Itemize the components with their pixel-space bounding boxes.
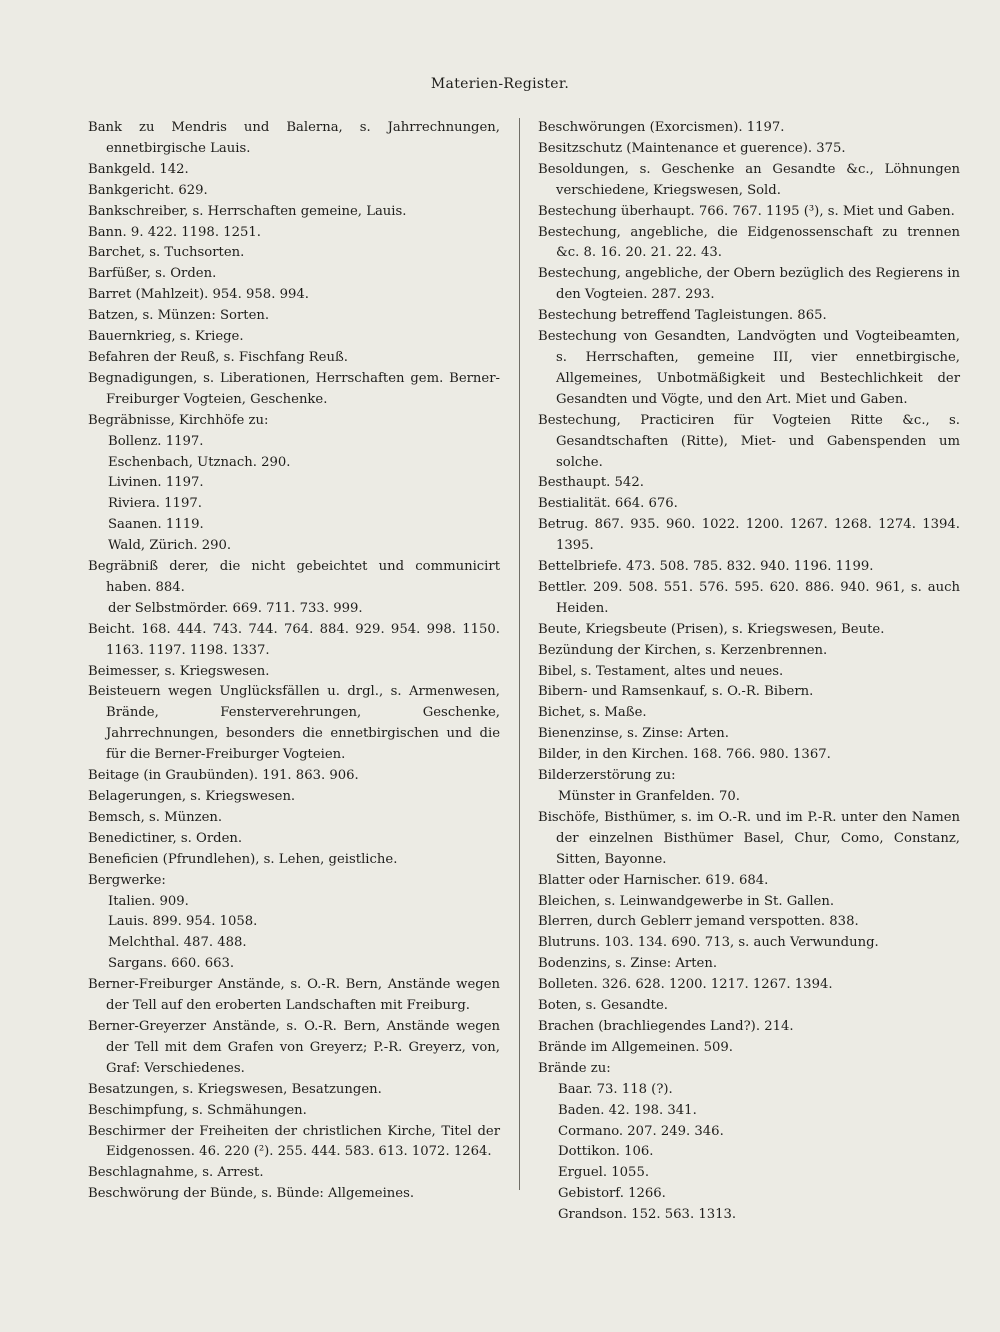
index-entry: Bank zu Mendris und Balerna, s. Jahrrechnungen, ennetbirgische Lauis. [88, 120, 500, 156]
index-entry: Bestechung überhaupt. 766. 767. 1195 (³), s. Miet und Gaben. [538, 203, 955, 219]
index-subentry: Grandson. 152. 563. 1313. [558, 1207, 737, 1223]
index-subentry: Baar. 73. 118 (?). [558, 1081, 673, 1097]
index-entry: Blatter oder Harnischer. 619. 684. [538, 872, 769, 888]
index-entry: Barchet, s. Tuchsorten. [88, 245, 245, 261]
index-entry: Begräbnisse, Kirchhöfe zu: [88, 412, 269, 428]
index-entry: Bibern- und Ramsenkauf, s. O.-R. Bibern. [538, 684, 814, 700]
index-entry: Bleichen, s. Leinwandgewerbe in St. Gallen. [538, 893, 835, 909]
index-subentry: Riviera. 1197. [108, 496, 202, 512]
index-entry: Beimesser, s. Kriegswesen. [88, 663, 270, 679]
index-subentry: Gebistorf. 1266. [558, 1186, 666, 1202]
index-entry: Bestechung, angebliche, die Eidgenossenschaft zu trennen &c. 8. 16. 20. 21. 22. 43. [538, 224, 960, 261]
index-entry: Bichet, s. Maße. [538, 705, 647, 721]
index-entry: Bezündung der Kirchen, s. Kerzenbrennen. [538, 642, 828, 658]
index-entry: Berner-Greyerzer Anstände, s. O.-R. Bern, Anstände wegen der Tell mit dem Grafen von Greyerz; P.-R. Greyerz, von, Graf: Verschiedenes. [88, 1018, 500, 1076]
index-subentry: Melchthal. 487. 488. [108, 935, 247, 951]
index-subentry: Lauis. 899. 954. 1058. [108, 914, 258, 930]
index-subentry: Italien. 909. [108, 893, 189, 909]
index-entry: Bilder, in den Kirchen. 168. 766. 980. 1367. [538, 747, 831, 763]
index-entry: Bestechung, angebliche, der Obern bezüglich des Regierens in den Vogteien. 287. 293. [538, 266, 960, 303]
index-entry: Bettelbriefe. 473. 508. 785. 832. 940. 1196. 1199. [538, 559, 874, 575]
index-subentry: Saanen. 1119. [108, 517, 204, 533]
index-entry: Besoldungen, s. Geschenke an Gesandte &c., Löhnungen verschiedene, Kriegswesen, Sold. [538, 161, 960, 198]
index-entry: Beschwörung der Bünde, s. Bünde: Allgemeines. [88, 1186, 415, 1202]
index-entry: Befahren der Reuß, s. Fischfang Reuß. [88, 349, 348, 365]
index-subentry: Cormano. 207. 249. 346. [558, 1123, 724, 1139]
index-entry: Besthaupt. 542. [538, 475, 644, 491]
index-entry: Bilderzerstörung zu: [538, 768, 676, 784]
index-entry: Benedictiner, s. Orden. [88, 830, 243, 846]
index-entry: Beitage (in Graubünden). 191. 863. 906. [88, 768, 359, 784]
index-entry: Belagerungen, s. Kriegswesen. [88, 789, 296, 804]
index-entry: Betrug. 867. 935. 960. 1022. 1200. 1267. 1268. 1274. 1394. 1395. [538, 517, 960, 554]
index-entry: Brände im Allgemeinen. 509. [538, 1039, 733, 1055]
index-entry: Bischöfe, Bisthümer, s. im O.-R. und im P.-R. unter den Namen der einzelnen Bisthümer Basel, Chur, Como, Constanz, Sitten, Bayonne. [538, 809, 960, 867]
index-subentry: Münster in Granfelden. 70. [558, 789, 740, 804]
index-entry: Bestechung, Practiciren für Vogteien Ritte &c., s. Gesandtschaften (Ritte), Miet- und Gabenspenden um solche. [538, 412, 960, 470]
index-entry: Boten, s. Gesandte. [538, 998, 668, 1014]
index-entry: Beschlagnahme, s. Arrest. [88, 1165, 264, 1181]
index-entry: Barfüßer, s. Orden. [88, 266, 217, 282]
index-entry: Begräbniß derer, die nicht gebeichtet und communicirt haben. 884. [88, 559, 500, 595]
index-subentry: Dottikon. 106. [558, 1144, 654, 1160]
index-entry: Beschwörungen (Exorcismen). 1197. [538, 120, 785, 135]
index-entry: Bergwerke: [88, 872, 166, 888]
index-subentry: Wald, Zürich. 290. [108, 538, 232, 554]
index-entry: Bestechung von Gesandten, Landvögten und Vogteibeamten, s. Herrschaften, gemeine III, vier ennetbirgische, Allgemeines, Unbotmäßigkeit und Bestechlichkeit der Gesandten und Vögte, und den Art. Miet und Gaben. [538, 329, 960, 407]
index-entry: Bemsch, s. Münzen. [88, 809, 223, 825]
right-column [538, 118, 960, 1226]
index-entry: Bankgericht. 629. [88, 182, 208, 198]
index-subentry: Baden. 42. 198. 341. [558, 1102, 697, 1118]
index-subentry: Bollenz. 1197. [108, 433, 204, 449]
index-entry: Bankschreiber, s. Herrschaften gemeine, Lauis. [88, 203, 407, 219]
index-entry: Beschimpfung, s. Schmähungen. [88, 1102, 307, 1118]
index-entry: Bettler. 209. 508. 551. 576. 595. 620. 886. 940. 961, s. auch Heiden. [538, 579, 960, 616]
index-entry: Beneficien (Pfrundlehen), s. Lehen, geistliche. [88, 851, 398, 867]
page-title: Materien-Register. [430, 76, 570, 92]
index-subentry: Livinen. 1197. [108, 475, 204, 491]
index-subentry: Erguel. 1055. [558, 1165, 650, 1181]
index-entry: Bankgeld. 142. [88, 161, 189, 177]
index-entry: Barret (Mahlzeit). 954. 958. 994. [88, 287, 309, 303]
index-entry: Batzen, s. Münzen: Sorten. [88, 308, 270, 324]
index-entry: Beicht. 168. 444. 743. 744. 764. 884. 929. 954. 998. 1150. 1163. 1197. 1198. 1337. [88, 621, 500, 658]
index-entry: Bestialität. 664. 676. [538, 496, 678, 512]
index-entry: Brände zu: [538, 1060, 611, 1076]
index-entry: Bestechung betreffend Tagleistungen. 865. [538, 308, 827, 324]
index-subentry: Eschenbach, Utznach. 290. [108, 454, 291, 470]
index-entry: Blutruns. 103. 134. 690. 713, s. auch Verwundung. [538, 935, 879, 951]
index-entry: Bauernkrieg, s. Kriege. [88, 329, 244, 345]
index-entry: Begnadigungen, s. Liberationen, Herrschaften gem. Berner-Freiburger Vogteien, Geschenke. [88, 370, 500, 407]
column-divider [519, 118, 520, 1190]
index-entry: Besatzungen, s. Kriegswesen, Besatzungen. [88, 1081, 382, 1097]
index-entry: Beute, Kriegsbeute (Prisen), s. Kriegswesen, Beute. [538, 621, 885, 637]
left-column [88, 118, 500, 1205]
index-entry: Bodenzins, s. Zinse: Arten. [538, 956, 718, 972]
index-entry: Brachen (brachliegendes Land?). 214. [538, 1018, 794, 1034]
index-entry: Beisteuern wegen Unglücksfällen u. drgl., s. Armenwesen, Brände, Fensterverehrungen, Geschenke, Jahrrechnungen, besonders die ennetbirgischen und die für die Berner-Freiburger Vogteien. [88, 684, 500, 763]
index-entry: Bibel, s. Testament, altes und neues. [538, 663, 784, 679]
index-entry: Berner-Freiburger Anstände, s. O.-R. Bern, Anstände wegen der Tell auf den eroberten Landschaften mit Freiburg. [88, 977, 500, 1014]
index-subentry: Sargans. 660. 663. [108, 956, 235, 972]
index-entry: Bienenzinse, s. Zinse: Arten. [538, 726, 729, 742]
index-subentry: der Selbstmörder. 669. 711. 733. 999. [108, 600, 363, 616]
index-entry: Bann. 9. 422. 1198. 1251. [88, 224, 261, 240]
index-entry: Beschirmer der Freiheiten der christlichen Kirche, Titel der Eidgenossen. 46. 220 (²). 255. 444. 583. 613. 1072. 1264. [88, 1123, 500, 1160]
index-entry: Bolleten. 326. 628. 1200. 1217. 1267. 1394. [538, 977, 833, 993]
index-entry: Besitzschutz (Maintenance et guerence). 375. [538, 140, 846, 156]
index-entry: Blerren, durch Geblerr jemand verspotten. 838. [538, 914, 859, 930]
